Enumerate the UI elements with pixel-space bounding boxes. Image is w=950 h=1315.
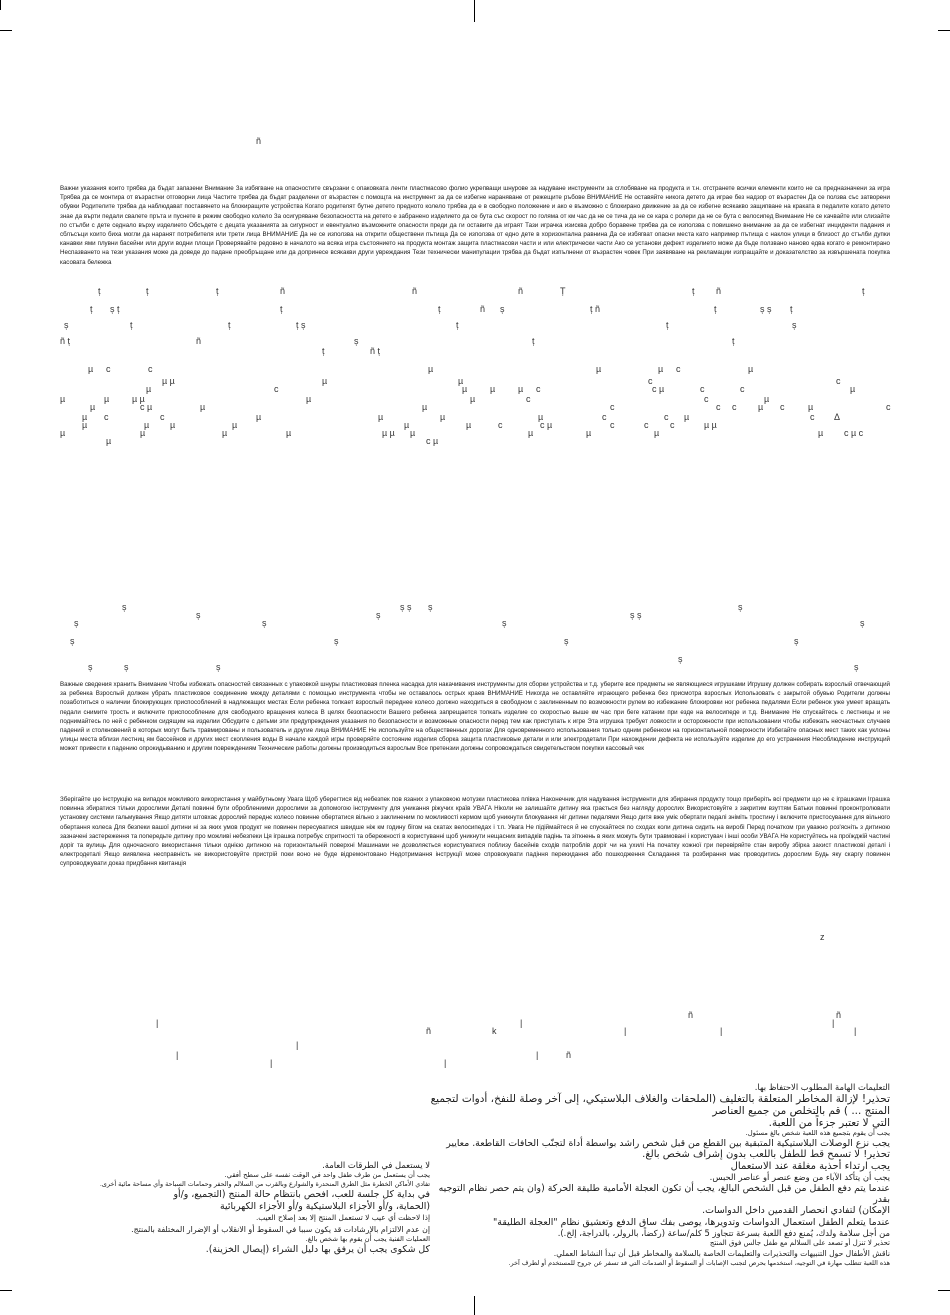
- top-mark: ñ: [256, 136, 262, 146]
- bulgarian-text-block: Важни указания които трябва да бъдат запазени Внимание За избягване на опасностите свързани с опаковката ленти пластмасово фолио укрепващи шнурове за надуване инструменти за сглобяване на продукта и т.н. отстранете всички елементи които не са предназначени за игра Трябва да се монтира от възрастни отговорни лица Частите трябва да бъдат разделени от възрастен с помощта на инструмент за да се избегне нараняване от режещите ръбове ВНИМАНИЕ Не оставяйте никога детето да играе без надзор от възрастен Да се ползва със затворени обувки Родителите трябва да наблюдават поставянето на блокиращите устройства Когато родителят бутне детето предното колело трябва да е в свободно положение и ако е възможно с блокирано движение за да се избегне всякакво защипване на краката в педалите когато детето знае да върти педали свалете пръта и пуснете в режим свободно колело За осигуряване безопасността на детето е забранено изделието да се бута със скорост по голяма от км час да не се тича да не се кара с ролери да не се бута с велосипед Внимание Не се качвайте или слизайте по стълби с дете седнало върху изделието Обсъдете с децата указанията за сигурност и евентуално възможните опасности преди да ги оставите да играят Тази играчка изисква добро боравене трябва да се използва с повишено внимание за да се избегнат инциденти падания и сблъсъци които биха могли да наранят потребителя или трети лица ВНИМАНИЕ Да не се използва на открити обществени пътища Да се използва от едно дете в хоризонтална равнина Да се избягват опасни места като например пътища с наклон улици в близост до стълби дупки канавки ями плувни басейни или други водни площи Проверявайте редовно в началото на всяка игра състоянието на продукта монтаж защита пластмасови части и или електрически части Ако се установи дефект изделието може да бъде ползвано наново едва когато е ремонтирано Неспазването на тези указания може да доведе до падане преобръщане или да допринесе всякакви други увреждания Тези технически манипулации трябва да бъдат изпълнени от възрастен човек При заявяване на рекламации изпращайте и доказателство за извършената покупка касовата бележка: [60, 185, 890, 266]
- crop-mark-top-left-h: [0, 30, 12, 31]
- crop-mark-bottom: [474, 1296, 475, 1315]
- arabic-right-line: هذه اللعبة تتطلب مهارة في التوجيه، استخدمها بحرص لتجنب الإصابات أو السقوط أو الصدمات التي قد تسفر عن جروح للمستخدم أو لطرف آخر.: [508, 1259, 890, 1268]
- russian-text-block: Важные сведения хранить Внимание Чтобы избежать опасностей связанных с упаковкой шнуры пластиковая пленка насадка для накачивания инструменты для сборки устройства и т.д. уберите все предметы не являющиеся игрушками Игрушку должен собирать взрослый отвечающий за ребенка Взрослый должен убрать пластиковое соединение между деталями с помощью инструмента чтобы не оставалось острых краев ВНИМАНИЕ Никогда не оставляйте играющего ребенка без присмотра взрослых Использовать с закрытой обувью Родители должны позаботиться о наличии блокирующих приспособлений в надлежащих местах Если ребенка толкает взрослый переднее колесо должно находиться в свободном с заклиненным по возможности рулем во избежание блокировки ног ребенка педалями Если ребенок уже умеет вращать педали снимите трость и включите приспособление для свободного вращения колеса В целях безопасности Вашего ребенка запрещается толкать изделие со скоростью выше км час при беге катании при езде на велосипеде и т.д. Внимание Не спускайтесь с лестницы и не поднимайтесь по ней с ребенком сидящим на изделии Обсудите с детьми эти предупреждения указания по безопасности и возможные опасности перед тем как приступать к игре Эта игрушка требует ловкости и осторожности при использовании чтобы избежать несчастных случаев падений и столкновений в которых могут быть травмированы и пользователь и другие лица ВНИМАНИЕ Не используйте на общественных дорогах Для одновременного использования только одним ребенком на горизонтальной поверхности Избегайте опасных мест таких как уклоны улицы места вблизи лестниц ям бассейнов и других мест скопления воды В начале каждой игры проверяйте состояние изделия сборка защита пластиковые детали и или электродетали При нахождении дефекта не используйте изделие до его устранения Несоблюдение инструкций может привести к падению опрокидыванию и другим повреждениям Технические работы должны производиться взрослым Все претензии должны сопровождаться свидетельством покупки кассовый чек: [60, 681, 890, 753]
- crop-mark-top-right: [938, 30, 950, 31]
- arabic-right-line: تحذير! لا تسمح قط للطفل باللعب بدون إشراف شخص بالغ.: [642, 1149, 890, 1161]
- arabic-left-line: (الحماية، و/أو الأجزاء البلاستيكية و/أو الأجزاء الكهربائية: [220, 1200, 430, 1212]
- isolated-mark: z: [820, 932, 825, 942]
- arabic-right-line: يجب أن يتأكد الآباء من وضع عنصر أو عناصر الحبس.: [709, 1171, 890, 1182]
- arabic-right-line: عندما يتم دفع الطفل من قبل الشخص البالغ، يجب أن تكون العجلة الأمامية طليقة الحركة (وان يتم حصر نظام التوجيه بقدر: [438, 1183, 890, 1206]
- arabic-right-line: الإمكان) لتفادي انحصار القدمين داخل الدواسات.: [702, 1205, 890, 1217]
- arabic-right-line: من أجل سلامة ولدك، يُمنع دفع اللعبة بسرعة تتجاوز 5 كلم/ساعة (ركضاً، بالرولر، بالدراجة، إلخ.).: [557, 1227, 890, 1238]
- crop-mark-top: [474, 0, 475, 22]
- arabic-left-line: العمليات الفنية يجب أن يقوم بها شخص بالغ.: [305, 1235, 430, 1244]
- arabic-right-column: [420, 1082, 890, 1268]
- crop-mark-bottom-left: [0, 1290, 12, 1291]
- arabic-right-line: تحذير! لإزالة المخاطر المتعلقة بالتغليف (الملحقات والغلاف البلاستيكي، إلى آخر وصلة للنفخ، أدوات لتجميع المنتج ... ) قم بالتخلص من جميع العناصر: [430, 1093, 890, 1118]
- crop-mark-top-left: [0, 0, 1, 10]
- arabic-left-line: كل شكوى يجب أن يرفق بها دليل الشراء (إيصال الخزينة).: [205, 1244, 430, 1256]
- arabic-right-line: عندما يتعلم الطفل استعمال الدواسات وتدويرها، يوصى بفك ساق الدفع وتعشيق نظام "العجلة الطليقة": [493, 1216, 890, 1228]
- arabic-right-line: التعليمات الهامة المطلوب الاحتفاظ بها.: [754, 1082, 890, 1092]
- arabic-left-line: في بداية كل جلسة للعب، افحص بانتظام حالة المنتج (التجميع، و/أو: [173, 1189, 430, 1201]
- arabic-left-line: يجب أن يستعمل من طرف طفل واحد في الوقت نفسه على سطح أفقي.: [224, 1171, 430, 1180]
- arabic-left-line: لا يستعمل في الطرقات العامة.: [322, 1160, 430, 1170]
- crop-mark-bottom-right: [938, 1290, 950, 1291]
- arabic-right-line: ناقش الأطفال حول التنبيهات والتحذيرات والتعليمات الخاصة بالسلامة والمخاطر قبل أن تبدأ النشاط العملي.: [553, 1249, 890, 1259]
- arabic-right-line: يجب ارتداء أحذية مغلقة عند الاستعمال: [730, 1160, 890, 1172]
- arabic-right-line: التي لا تعتبر جزءاً من اللعبة.: [768, 1117, 890, 1130]
- arabic-left-column: [60, 1160, 430, 1255]
- arabic-right-line: تحذير لا تنزل أو تصعد على السلالم مع طفل جالس فوق المنتج: [709, 1239, 890, 1248]
- arabic-left-line: تفادي الأماكن الخطرة مثل الطرق المنحدرة والشوارع وبالقرب من السلالم والحفر وحمامات السباحة وأي مساحة مائية أخرى.: [99, 1180, 430, 1189]
- arabic-left-line: إن عدم الالتزام بالإرشادات قد يكون سببا في السقوط أو الانقلاب أو الإضرار المختلفة بالمنتج.: [131, 1224, 430, 1234]
- arabic-left-line: إذا لاحظت أي عيب لا تستعمل المنتج إلا بعد إصلاح العيب.: [255, 1213, 430, 1223]
- arabic-right-line: يجب أن يقوم بتجميع هذه اللعبة شخص بالغ مسئول.: [745, 1129, 890, 1138]
- ukrainian-text-block: Зберігайте цю інструкцію на випадок можливого використання у майбутньому Увага Щоб уберегтися від небезпек пов язаних з упаковкою мотузки пластикова плівка Наконечник для надування інструменти для збирання продукту тощо приберіть всі предмети що не є іграшками Іграшка повинна збиратися тільки дорослими Деталі повинні бути оброблениими дорослими за допомогою інструменту для уникання ріжучих країв УВАГА Ніколи не залишайте дитину яка грається без нагляду дорослих Використовуйте з закритим взуттям Батьки повинні проконтролювати установку системи гальмування Якщо дитяти штовхає дорослий переднє колесо повинне обертатися вільно з заклиненим по можливості кермом щоб уникнути блокування ніг дитини педалями Якщо дитя вже уміє обертати педалі зніміть тростину і включите пристосування для вільного обертання колеса Для безпеки вашої дитини ні за яких умов продукт не повинен пересуватися швидше ніж км годину бігом на скатах велосипедах і т.п. Увага Не підіймайтеся й не спускайтеся по сходах коли дитина сидить на виробі Перед початком гри уважно роз'ясніть з дитиною зазначені застереження та попередьте дитину про можливі небезпеки Ця іграшка потребує спритності та обережності в користуванні щоб уникнути нещасних випадків падінь та зіткнень в яких можуть бути травмовані і користувач і інші особи УВАГА Не користуйтесь на проїжджій частині доріг та вулиць Для одночасного використання тільки однією дитиною на горизонтальній поверхні Машинами не дозволяється користуватися поблизу басейнів сходів патроблів доріг чи на ухилі На початку кожної гри перевіряйте стан виробу збірка захист пластикові деталі і електродеталі Якщо виявлена несправність не використовуйте пристрій поки воно не буде відремонтовано Недотримання інструкції може спровокувати падіння перекидання або пошкодження Складання та розбирання має проводитись дорослим Будь яку скаргу повинен супроводжувати доказ придбання квитанція: [60, 796, 890, 868]
- arabic-right-line: يجب نزع الوصلات البلاستيكية المتبقية بين القطع من قبل شخص راشد بواسطة أداة لتجنّب الحافات القاطعة. معايير: [446, 1138, 890, 1150]
